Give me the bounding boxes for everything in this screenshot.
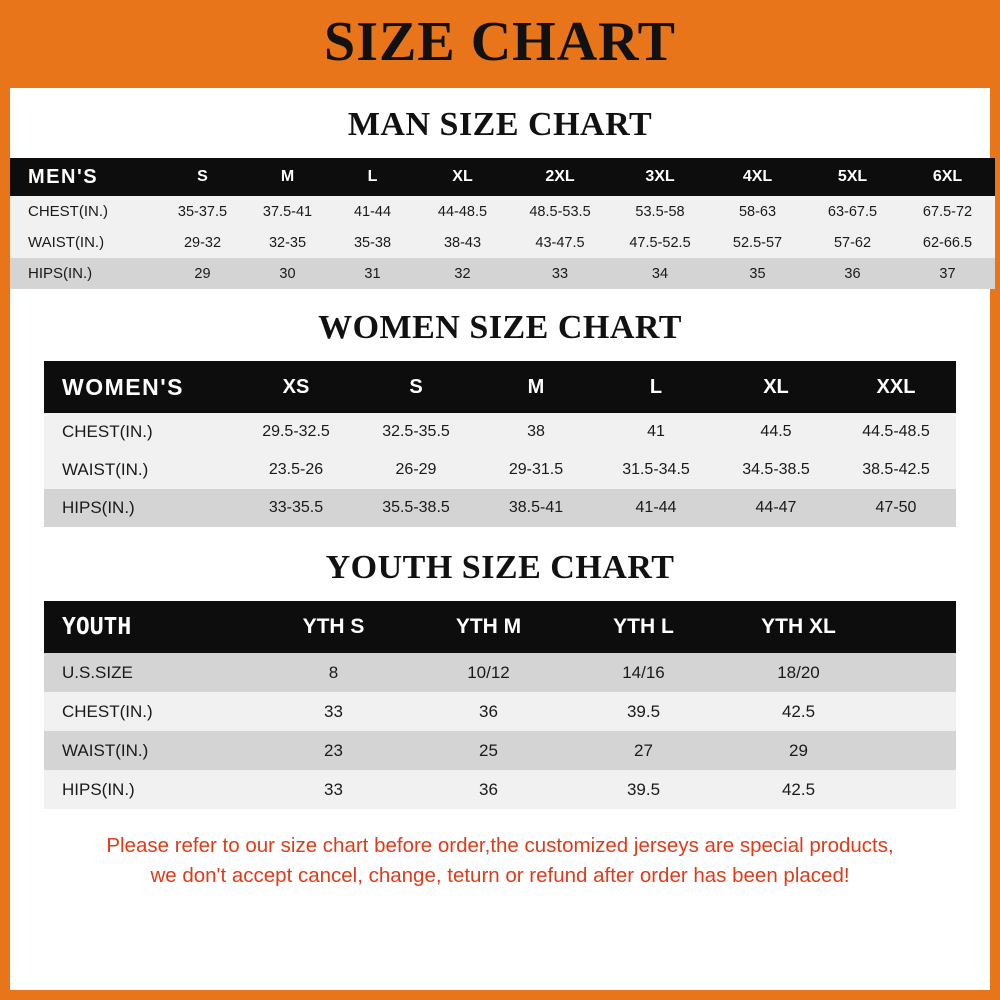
youth-table-header-row: [44, 601, 956, 653]
page-title: SIZE CHART: [324, 11, 676, 73]
women-chest-xxl: 44.5-48.5: [836, 413, 956, 451]
youth-section-title: YOUTH SIZE CHART: [325, 549, 675, 586]
table-row: [10, 227, 995, 258]
men-chest-m: 37.5-41: [245, 196, 330, 227]
youth-chest-s: 33: [256, 692, 411, 731]
men-waist-5xl: 57-62: [805, 227, 900, 258]
note-line-1: Please refer to our size chart before order,the customized jerseys are special products,: [106, 834, 894, 857]
note-line-2: we don't accept cancel, change, teturn or refund after order has been placed!: [150, 863, 850, 887]
men-hips-3xl: 34: [610, 258, 710, 289]
youth-size-table: [44, 601, 956, 809]
women-hips-m: 38.5-41: [476, 489, 596, 527]
men-chest-s: 35-37.5: [160, 196, 245, 227]
youth-us-size-m: 10/12: [411, 653, 566, 692]
men-chest-5xl: 63-67.5: [805, 196, 900, 227]
youth-header-spacer: [876, 601, 956, 653]
men-waist-2xl: 43-47.5: [510, 227, 610, 258]
women-header-m: M: [476, 361, 596, 413]
men-header-2xl: 2XL: [510, 158, 610, 196]
youth-header-label: YOUTH: [44, 601, 256, 653]
men-hips-6xl: 37: [900, 258, 995, 289]
youth-us-size-spacer: [876, 653, 956, 692]
women-header-xs: XS: [236, 361, 356, 413]
return-policy-note: [32, 831, 968, 890]
youth-hips-m: 36: [411, 770, 566, 809]
youth-header-yth-l: YTH L: [566, 601, 721, 653]
women-waist-xl: 34.5-38.5: [716, 451, 836, 489]
men-header-m: M: [245, 158, 330, 196]
men-header-label: MEN'S: [10, 158, 160, 196]
youth-row-label-chest: CHEST(IN.): [44, 692, 256, 731]
men-hips-xl: 32: [415, 258, 510, 289]
youth-us-size-s: 8: [256, 653, 411, 692]
women-waist-m: 29-31.5: [476, 451, 596, 489]
youth-waist-spacer: [876, 731, 956, 770]
women-size-table: [44, 361, 956, 527]
men-chest-l: 41-44: [330, 196, 415, 227]
men-row-label-waist: WAIST(IN.): [10, 227, 160, 258]
youth-chest-spacer: [876, 692, 956, 731]
youth-hips-xl: 42.5: [721, 770, 876, 809]
youth-waist-s: 23: [256, 731, 411, 770]
men-header-5xl: 5XL: [805, 158, 900, 196]
table-row: [44, 653, 956, 692]
youth-header-yth-s: YTH S: [256, 601, 411, 653]
women-table-header-row: [44, 361, 956, 413]
youth-us-size-xl: 18/20: [721, 653, 876, 692]
women-row-label-waist: WAIST(IN.): [44, 451, 236, 489]
table-row: [44, 413, 956, 451]
women-chest-m: 38: [476, 413, 596, 451]
men-header-6xl: 6XL: [900, 158, 995, 196]
men-waist-6xl: 62-66.5: [900, 227, 995, 258]
women-chest-l: 41: [596, 413, 716, 451]
men-header-3xl: 3XL: [610, 158, 710, 196]
youth-header-yth-m: YTH M: [411, 601, 566, 653]
women-section-title: WOMEN SIZE CHART: [318, 309, 682, 346]
youth-hips-s: 33: [256, 770, 411, 809]
women-chest-xs: 29.5-32.5: [236, 413, 356, 451]
youth-hips-l: 39.5: [566, 770, 721, 809]
table-row: [44, 692, 956, 731]
men-waist-3xl: 47.5-52.5: [610, 227, 710, 258]
table-row: [44, 731, 956, 770]
men-hips-m: 30: [245, 258, 330, 289]
men-section-title: MAN SIZE CHART: [347, 106, 653, 143]
women-waist-xxl: 38.5-42.5: [836, 451, 956, 489]
youth-waist-xl: 29: [721, 731, 876, 770]
women-header-s: S: [356, 361, 476, 413]
women-hips-xs: 33-35.5: [236, 489, 356, 527]
table-row: [10, 196, 995, 227]
men-chest-4xl: 58-63: [710, 196, 805, 227]
youth-hips-spacer: [876, 770, 956, 809]
men-chest-xl: 44-48.5: [415, 196, 510, 227]
men-header-4xl: 4XL: [710, 158, 805, 196]
men-hips-5xl: 36: [805, 258, 900, 289]
men-chest-3xl: 53.5-58: [610, 196, 710, 227]
youth-row-label-waist: WAIST(IN.): [44, 731, 256, 770]
men-waist-4xl: 52.5-57: [710, 227, 805, 258]
men-hips-l: 31: [330, 258, 415, 289]
women-chest-s: 32.5-35.5: [356, 413, 476, 451]
women-chest-xl: 44.5: [716, 413, 836, 451]
men-chest-6xl: 67.5-72: [900, 196, 995, 227]
header-banner: [0, 0, 1000, 88]
men-hips-2xl: 33: [510, 258, 610, 289]
women-header-xl: XL: [716, 361, 836, 413]
men-header-l: L: [330, 158, 415, 196]
table-row: [10, 258, 995, 289]
women-header-label: WOMEN'S: [44, 361, 236, 413]
men-row-label-hips: HIPS(IN.): [10, 258, 160, 289]
women-header-l: L: [596, 361, 716, 413]
men-hips-s: 29: [160, 258, 245, 289]
women-hips-xxl: 47-50: [836, 489, 956, 527]
women-waist-xs: 23.5-26: [236, 451, 356, 489]
women-row-label-hips: HIPS(IN.): [44, 489, 236, 527]
youth-chest-m: 36: [411, 692, 566, 731]
men-waist-l: 35-38: [330, 227, 415, 258]
youth-header-yth-xl: YTH XL: [721, 601, 876, 653]
youth-chest-l: 39.5: [566, 692, 721, 731]
men-size-table: [10, 158, 995, 289]
men-waist-m: 32-35: [245, 227, 330, 258]
table-row: [44, 770, 956, 809]
women-hips-l: 41-44: [596, 489, 716, 527]
men-header-s: S: [160, 158, 245, 196]
women-header-xxl: XXL: [836, 361, 956, 413]
youth-waist-m: 25: [411, 731, 566, 770]
women-waist-s: 26-29: [356, 451, 476, 489]
table-row: [44, 489, 956, 527]
men-chest-2xl: 48.5-53.5: [510, 196, 610, 227]
youth-us-size-l: 14/16: [566, 653, 721, 692]
table-row: [44, 451, 956, 489]
youth-chest-xl: 42.5: [721, 692, 876, 731]
men-waist-s: 29-32: [160, 227, 245, 258]
men-hips-4xl: 35: [710, 258, 805, 289]
men-table-header-row: [10, 158, 995, 196]
women-hips-xl: 44-47: [716, 489, 836, 527]
women-waist-l: 31.5-34.5: [596, 451, 716, 489]
men-waist-xl: 38-43: [415, 227, 510, 258]
women-row-label-chest: CHEST(IN.): [44, 413, 236, 451]
footer-bar: [0, 990, 1000, 1000]
youth-row-label-hips: HIPS(IN.): [44, 770, 256, 809]
youth-row-label-us-size: U.S.SIZE: [44, 653, 256, 692]
youth-waist-l: 27: [566, 731, 721, 770]
men-header-xl: XL: [415, 158, 510, 196]
women-hips-s: 35.5-38.5: [356, 489, 476, 527]
men-row-label-chest: CHEST(IN.): [10, 196, 160, 227]
